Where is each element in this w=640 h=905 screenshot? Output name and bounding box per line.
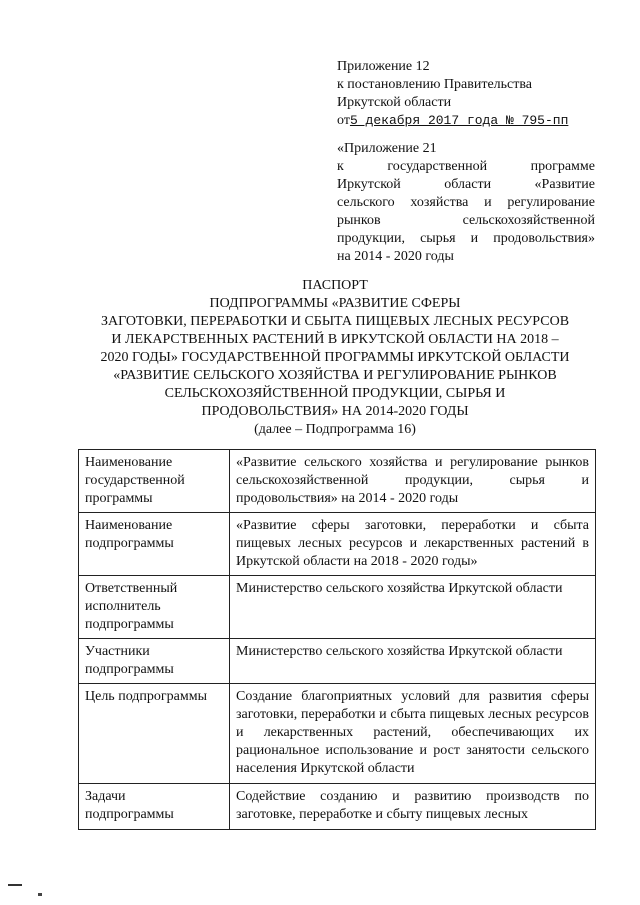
label-line: Наименование [85,455,173,470]
title-line: И ЛЕКАРСТВЕННЫХ РАСТЕНИЙ В ИРКУТСКОЙ ОБЛАСТИ НА 2018 – [111,332,559,347]
table-row [79,450,596,513]
label-line: Задачи [85,789,126,804]
appendix2-line: сельского хозяйства и регулирование [337,195,595,210]
label-line: Ответственный [85,581,178,596]
title-line: ЗАГОТОВКИ, ПЕРЕРАБОТКИ И СБЫТА ПИЩЕВЫХ ЛЕСНЫХ РЕСУРСОВ [100,314,570,329]
title-line: «РАЗВИТИЕ СЕЛЬСКОГО ХОЗЯЙСТВА И РЕГУЛИРОВАНИЕ РЫНКОВ [113,368,557,383]
table-row [79,513,596,576]
title-line: ПРОДОВОЛЬСТВИЯ» НА 2014-2020 ГОДЫ [201,404,469,419]
title-line: ПАСПОРТ [302,278,368,293]
label-line: подпрограммы [85,536,174,551]
label-line: программы [85,491,153,506]
row-value: Министерство сельского хозяйства Иркутской области [230,576,596,639]
table-row [79,684,596,784]
title-subline: (далее – Подпрограмма 16) [254,422,416,437]
date-value: 5 декабря 2017 года № 795-пп [349,113,569,128]
appendix2-line: рынков сельскохозяйственной [337,213,595,228]
table-row [79,639,596,684]
row-value: «Развитие сельского хозяйства и регулирование рынков сельскохозяйственной продукции, сырья и продовольствия» на 2014 - 2020 годы [230,450,596,513]
row-value: Создание благоприятных условий для развития сферы заготовки, переработки и сбыта пищевых лесных ресурсов и лекарственных растений, обеспечивающих их рациональное использование и рост занятости сельского населения Иркутской области [230,684,596,784]
title-line: СЕЛЬСКОХОЗЯЙСТВЕННОЙ ПРОДУКЦИИ, СЫРЬЯ И [164,386,506,401]
title-line: ПОДПРОГРАММЫ «РАЗВИТИЕ СФЕРЫ [209,296,461,311]
appendix-date-line [337,112,595,130]
passport-table [78,449,596,830]
passport-title [70,277,600,439]
row-label [79,576,230,639]
appendix-line: Приложение 12 [337,59,430,74]
label-line: Цель подпрограммы [85,689,207,704]
appendix2-line: Иркутской области «Развитие [337,177,595,192]
table-row [79,784,596,830]
row-label [79,639,230,684]
label-line: Наименование [85,518,173,533]
row-label [79,450,230,513]
label-line: подпрограммы [85,617,174,632]
row-label [79,684,230,784]
date-prefix: от [337,113,350,128]
appendix2-line: на 2014 - 2020 годы [337,249,454,264]
row-value: Министерство сельского хозяйства Иркутской области [230,639,596,684]
table-row [79,576,596,639]
row-label [79,513,230,576]
scan-artifact [38,893,42,896]
row-value: Содействие созданию и развитию производств по заготовке, переработке и сбыту пищевых лесных [230,784,596,830]
appendix2-line: к государственной программе [337,159,595,174]
appendix-21-block [337,140,595,266]
appendix2-line: «Приложение 21 [337,141,437,156]
appendix-line: к постановлению Правительства [337,77,533,92]
appendix-line: Иркутской области [337,95,452,110]
row-label [79,784,230,830]
title-line: 2020 ГОДЫ» ГОСУДАРСТВЕННОЙ ПРОГРАММЫ ИРКУТСКОЙ ОБЛАСТИ [100,350,570,365]
appendix2-line: продукции, сырья и продовольствия» [337,231,595,246]
label-line: подпрограммы [85,662,174,677]
scan-artifact [8,884,22,886]
label-line: государственной [85,473,185,488]
row-value: «Развитие сферы заготовки, переработки и сбыта пищевых лесных ресурсов и лекарственных растений в Иркутской области на 2018 - 2020 годы» [230,513,596,576]
appendix-12-block [337,58,595,130]
label-line: исполнитель [85,599,161,614]
label-line: Участники [85,644,150,659]
label-line: подпрограммы [85,807,174,822]
